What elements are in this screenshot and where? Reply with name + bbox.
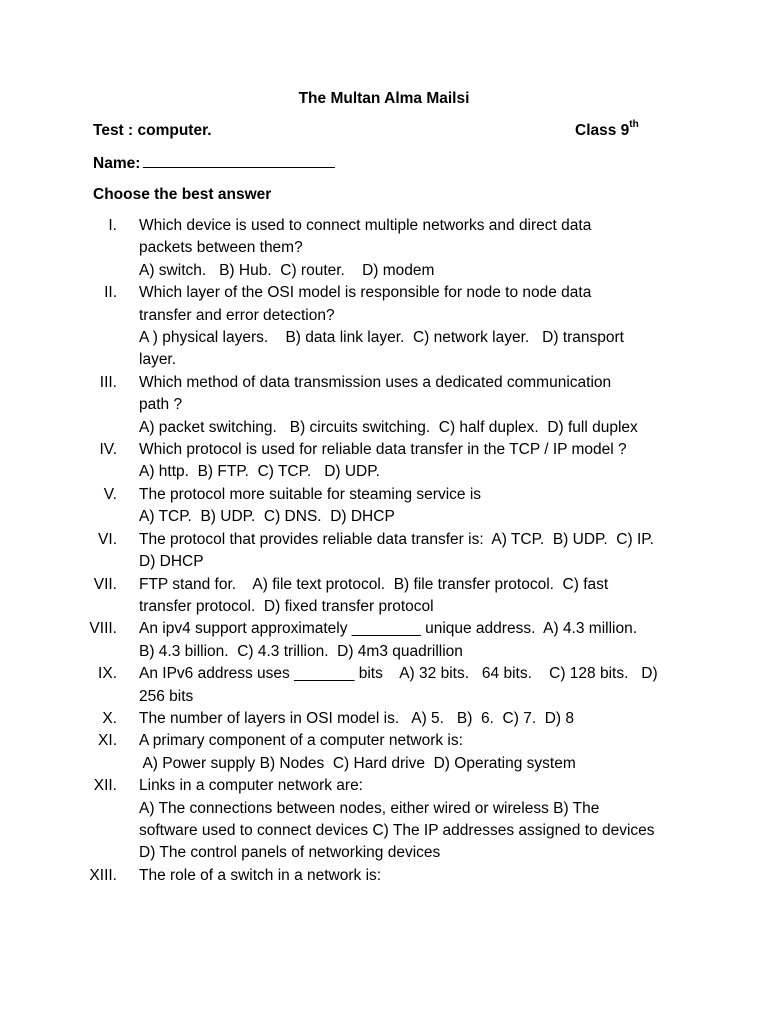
question-number: X. [102,709,117,727]
question-text [139,529,684,574]
question-line: The role of a switch in a network is: [139,866,382,884]
question-number: II. [104,284,117,302]
question-number: III. [99,373,117,391]
question-line: transfer and error detection? [139,306,335,324]
question-line: A) TCP. B) UDP. C) DNS. D) DHCP [139,508,395,526]
question-item [0,708,768,730]
question-line: A) http. B) FTP. C) TCP. D) UDP. [139,463,380,481]
question-line: transfer protocol. D) fixed transfer protocol [139,597,434,615]
question-text [139,730,684,775]
question-text [139,775,684,865]
question-number: IV. [99,441,117,459]
question-item [0,730,768,775]
question-text [139,708,684,730]
question-line: Which device is used to connect multiple networks and direct data [139,217,592,234]
question-text [139,439,684,484]
question-line: path ? [139,396,183,414]
name-label: Name: [93,155,141,172]
question-item [0,775,768,865]
question-line: A) switch. B) Hub. C) router. D) modem [139,261,435,279]
question-number: V. [103,485,117,503]
question-line: Which protocol is used for reliable data transfer in the TCP / IP model ? [139,441,627,459]
class-text: Class 9 [575,122,630,139]
question-item [0,574,768,619]
question-number: VII. [93,575,117,593]
name-field [93,152,335,175]
question-line: The protocol more suitable for steaming service is [139,485,482,503]
question-text [139,663,684,708]
question-line: B) 4.3 billion. C) 4.3 trillion. D) 4m3 quadrillion [139,642,463,660]
question-line: A ) physical layers. B) data link layer. C) network layer. D) transport [139,329,624,347]
question-number: IX. [98,665,117,683]
question-line: A) packet switching. B) circuits switching. C) half duplex. D) full duplex [139,418,638,436]
question-item [0,439,768,484]
school-title: The Multan Alma Mailsi [298,90,470,107]
question-line: packets between them? [139,239,303,257]
question-item [0,865,768,887]
question-line: Which layer of the OSI model is responsible for node to node data [139,284,592,302]
question-line: layer. [139,351,177,369]
question-item [0,484,768,529]
question-text [139,574,684,619]
question-line: The number of layers in OSI model is. A) 5. B) 6. C) 7. D) 8 [139,709,575,727]
question-number: VI. [98,530,117,548]
question-item [0,529,768,574]
question-line: 256 bits [139,687,194,705]
question-item [0,663,768,708]
question-number: XII. [93,777,117,795]
question-number: XIII. [89,866,117,884]
question-text [139,618,684,663]
test-subject: Test : computer. [93,122,212,139]
question-text [139,484,684,529]
question-text [139,282,684,372]
name-blank-line [143,152,335,168]
question-text [139,215,684,282]
question-line: A) Power supply B) Nodes C) Hard drive D) Operating system [139,754,576,772]
question-line: D) DHCP [139,553,204,571]
question-item [0,215,768,282]
question-line: Links in a computer network are: [139,777,363,795]
question-number: I. [108,217,117,234]
class-label [575,120,639,142]
question-line: A) The connections between nodes, either wired or wireless B) The [139,799,600,817]
question-line: software used to connect devices C) The IP addresses assigned to devices [139,821,655,839]
question-line: D) The control panels of networking devices [139,844,441,862]
class-superscript: th [629,118,639,130]
question-item [0,372,768,439]
question-line: An ipv4 support approximately ________ unique address. A) 4.3 million. [139,620,638,638]
question-number: VIII. [89,620,117,638]
question-item [0,282,768,372]
instruction: Choose the best answer [93,186,272,203]
question-list [0,215,768,887]
question-item [0,618,768,663]
question-line: The protocol that provides reliable data transfer is: A) TCP. B) UDP. C) IP. [139,530,654,548]
question-line: Which method of data transmission uses a dedicated communication [139,373,612,391]
question-line: FTP stand for. A) file text protocol. B) file transfer protocol. C) fast [139,575,609,593]
question-line: An IPv6 address uses _______ bits A) 32 bits. 64 bits. C) 128 bits. D) [139,665,658,683]
question-text [139,372,684,439]
question-text [139,865,684,887]
question-number: XI. [98,732,117,750]
question-line: A primary component of a computer network is: [139,732,463,750]
